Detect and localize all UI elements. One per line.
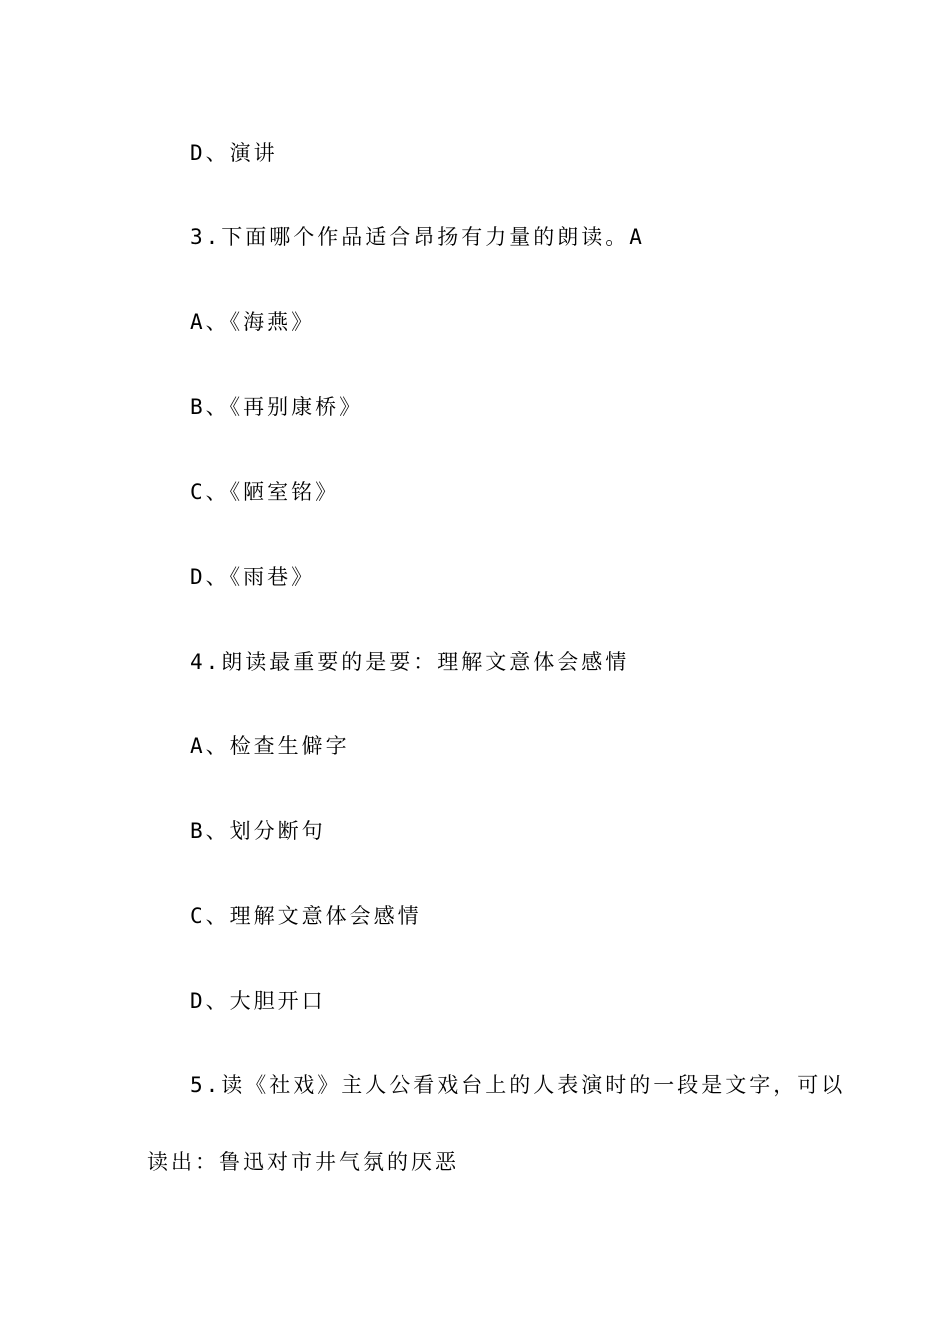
option-d-q2: D、演讲 [190, 141, 278, 165]
question-5-continuation: 读出：鲁迅对市井气氛的厌恶 [147, 1150, 459, 1174]
option-c-q4: C、理解文意体会感情 [190, 904, 422, 928]
option-a-q4: A、检查生僻字 [190, 734, 350, 758]
question-3: 3.下面哪个作品适合昂扬有力量的朗读。A [190, 225, 645, 249]
question-5: 5.读《社戏》主人公看戏台上的人表演时的一段是文字，可以 [190, 1073, 846, 1097]
option-d-q3: D、《雨巷》 [190, 565, 316, 589]
option-b-q3: B、《再别康桥》 [190, 395, 364, 419]
option-c-q3: C、《陋室铭》 [190, 480, 340, 504]
option-a-q3: A、《海燕》 [190, 310, 316, 334]
question-4: 4.朗读最重要的是要：理解文意体会感情 [190, 650, 630, 674]
option-b-q4: B、划分断句 [190, 819, 326, 843]
option-d-q4: D、大胆开口 [190, 989, 326, 1013]
